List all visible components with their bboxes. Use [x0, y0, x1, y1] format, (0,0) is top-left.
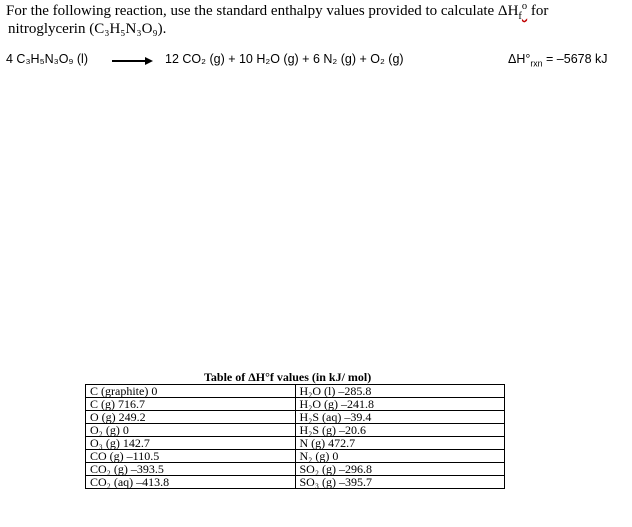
table-row: [86, 450, 505, 463]
question-line-1: [6, 2, 548, 20]
reaction-reactant: 4 C₃H₅N₃O₉ (l): [6, 52, 88, 66]
table-cell: H₂O (g) –241.8: [295, 398, 505, 411]
table-cell: SO₂ (g) –296.8: [295, 463, 505, 476]
dhf-symbol: $_f^o$: [518, 1, 528, 22]
reaction-arrow-icon: [112, 60, 150, 62]
table-row: [86, 411, 505, 424]
table-cell: H₂S (g) –20.6: [295, 424, 505, 437]
table-cell: N (g) 472.7: [295, 437, 505, 450]
table-cell: O₂ (g) 0: [86, 424, 296, 437]
table-cell: CO₂ (g) –393.5: [86, 463, 296, 476]
table-cell: C (graphite) 0: [86, 385, 296, 398]
reaction-enthalpy: $\Delta H^\circ_{rxn} = -5678$ kJ: [508, 52, 608, 69]
table-cell: C (g) 716.7: [86, 398, 296, 411]
table-row: [86, 424, 505, 437]
reaction-products: 12 CO₂ (g) + 10 H₂O (g) + 6 N₂ (g) + O₂ (g): [165, 52, 404, 66]
table-cell: O (g) 249.2: [86, 411, 296, 424]
table-cell: H₂O (l) –285.8: [295, 385, 505, 398]
table-row: [86, 476, 505, 489]
question-line-2: nitroglycerin (C₃H₅N₃O₉).: [8, 21, 167, 37]
question-text-end: for: [527, 3, 549, 19]
table-cell: CO (g) –110.5: [86, 450, 296, 463]
table-row: [86, 437, 505, 450]
table-row: [86, 398, 505, 411]
enthalpy-table: [85, 384, 505, 489]
table-row: [86, 385, 505, 398]
table-title: Table of ΔH°f values (in kJ/ mol): [204, 370, 372, 384]
table-cell: CO₂ (aq) –413.8: [86, 476, 296, 489]
table-cell: SO₃ (g) –395.7: [295, 476, 505, 489]
table-cell: N₂ (g) 0: [295, 450, 505, 463]
table-cell: H₂S (aq) –39.4: [295, 411, 505, 424]
table-cell: O₃ (g) 142.7: [86, 437, 296, 450]
table-row: [86, 463, 505, 476]
question-text: For the following reaction, use the standard enthalpy values provided to calculate ΔH: [6, 3, 519, 19]
